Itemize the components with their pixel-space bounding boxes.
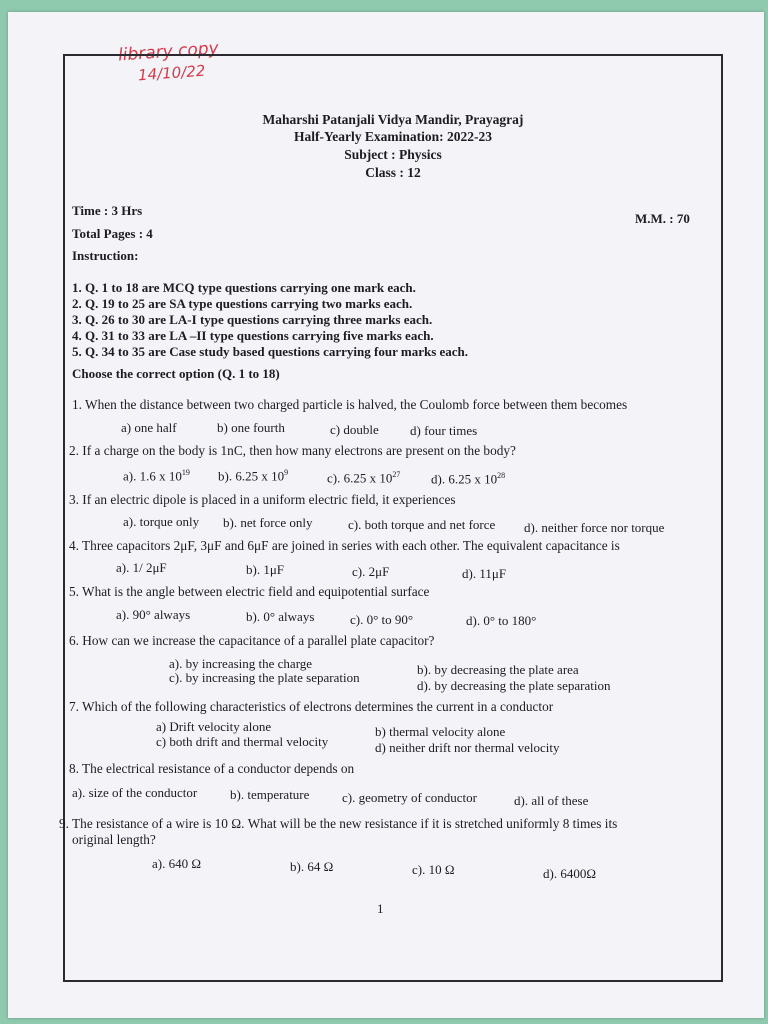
question-text-continued: original length? xyxy=(72,832,156,847)
question-text: 9. The resistance of a wire is 10 Ω. What will be the new resistance if it is stretched uniformly 8 times its xyxy=(59,816,618,831)
option-d: d) four times xyxy=(410,423,478,438)
school-name: Maharshi Patanjali Vidya Mandir, Prayagraj xyxy=(262,112,524,127)
option-c: c). geometry of conductor xyxy=(342,790,478,805)
handwritten-date: 14/10/22 xyxy=(137,61,206,85)
instruction-item: 2. Q. 19 to 25 are SA type questions carrying two marks each. xyxy=(72,296,413,311)
exam-title: Half-Yearly Examination: 2022-23 xyxy=(294,129,492,144)
page-frame xyxy=(59,54,723,982)
question-text: 4. Three capacitors 2μF, 3μF and 6μF are joined in series with each other. The equivalent capacitance is xyxy=(69,538,620,553)
question-text: 7. Which of the following characteristics of electrons determines the current in a conductor xyxy=(69,699,554,714)
question-text: 3. If an electric dipole is placed in a uniform electric field, it experiences xyxy=(69,492,456,507)
question-text: 8. The electrical resistance of a conductor depends on xyxy=(69,761,355,776)
option-b: b) thermal velocity alone xyxy=(375,724,506,739)
section-heading: Choose the correct option (Q. 1 to 18) xyxy=(72,366,280,381)
handwritten-note: library copy xyxy=(117,38,220,66)
instruction-item: 4. Q. 31 to 33 are LA –II type questions carrying five marks each. xyxy=(72,328,434,343)
exam-sheet xyxy=(8,12,764,1018)
option-c: c). 6.25 x $10^{27}$ xyxy=(327,470,401,486)
option-a: a). size of the conductor xyxy=(72,785,198,800)
option-a: a) one half xyxy=(121,420,177,435)
option-b: b) one fourth xyxy=(217,420,285,435)
option-d: d) neither drift nor thermal velocity xyxy=(375,740,560,755)
option-d: d). 6400Ω xyxy=(543,866,596,881)
option-c: c). 2μF xyxy=(352,564,390,579)
option-b: b). 0° always xyxy=(246,609,315,624)
option-d: d). 6.25 x $10^{28}$ xyxy=(431,471,506,487)
option-a: a). 640 Ω xyxy=(152,856,202,871)
max-marks: M.M. : 70 xyxy=(635,211,690,226)
instruction-label: Instruction: xyxy=(72,248,139,263)
option-b: b). 1μF xyxy=(246,562,285,577)
option-c: c). 0° to 90° xyxy=(350,612,414,627)
time-label: Time : 3 Hrs xyxy=(72,203,143,218)
option-c: c). both torque and net force xyxy=(348,517,496,532)
option-a: a). 90° always xyxy=(116,607,191,622)
instruction-item: 5. Q. 34 to 35 are Case study based questions carrying four marks each. xyxy=(72,344,469,359)
option-a: a). torque only xyxy=(123,514,200,529)
option-c: c). by increasing the plate separation xyxy=(169,670,360,685)
option-b: b). 6.25 x $10^9$ xyxy=(218,468,289,484)
option-a: a). by increasing the charge xyxy=(169,656,313,671)
option-a: a) Drift velocity alone xyxy=(156,719,272,734)
page-number: 1 xyxy=(377,901,384,916)
option-a: a). 1.6 x $10^{19}$ xyxy=(123,468,190,484)
instruction-item: 3. Q. 26 to 30 are LA-I type questions carrying three marks each. xyxy=(72,312,433,327)
class-line: Class : 12 xyxy=(365,165,421,180)
option-d: d). 0° to 180° xyxy=(466,613,537,628)
option-c: c) both drift and thermal velocity xyxy=(156,734,329,749)
total-pages: Total Pages : 4 xyxy=(72,226,153,241)
option-b: b). temperature xyxy=(230,787,310,802)
option-b: b). by decreasing the plate area xyxy=(417,662,579,677)
option-d: d). neither force nor torque xyxy=(524,520,665,535)
subject-line: Subject : Physics xyxy=(344,147,442,162)
question-text: 2. If a charge on the body is 1nC, then how many electrons are present on the body? xyxy=(69,443,516,458)
option-d: d). 11μF xyxy=(462,566,507,581)
instruction-item: 1. Q. 1 to 18 are MCQ type questions carrying one mark each. xyxy=(72,280,416,295)
option-d: d). all of these xyxy=(514,793,589,808)
option-a: a). 1/ 2μF xyxy=(116,560,167,575)
question-text: 1. When the distance between two charged particle is halved, the Coulomb force between them becomes xyxy=(72,397,628,412)
option-c: c) double xyxy=(330,422,379,437)
option-c: c). 10 Ω xyxy=(412,862,455,877)
question-text: 6. How can we increase the capacitance of a parallel plate capacitor? xyxy=(69,633,435,648)
question-text: 5. What is the angle between electric field and equipotential surface xyxy=(69,584,430,599)
option-b: b). 64 Ω xyxy=(290,859,334,874)
option-b: b). net force only xyxy=(223,515,313,530)
option-d: d). by decreasing the plate separation xyxy=(417,678,611,693)
